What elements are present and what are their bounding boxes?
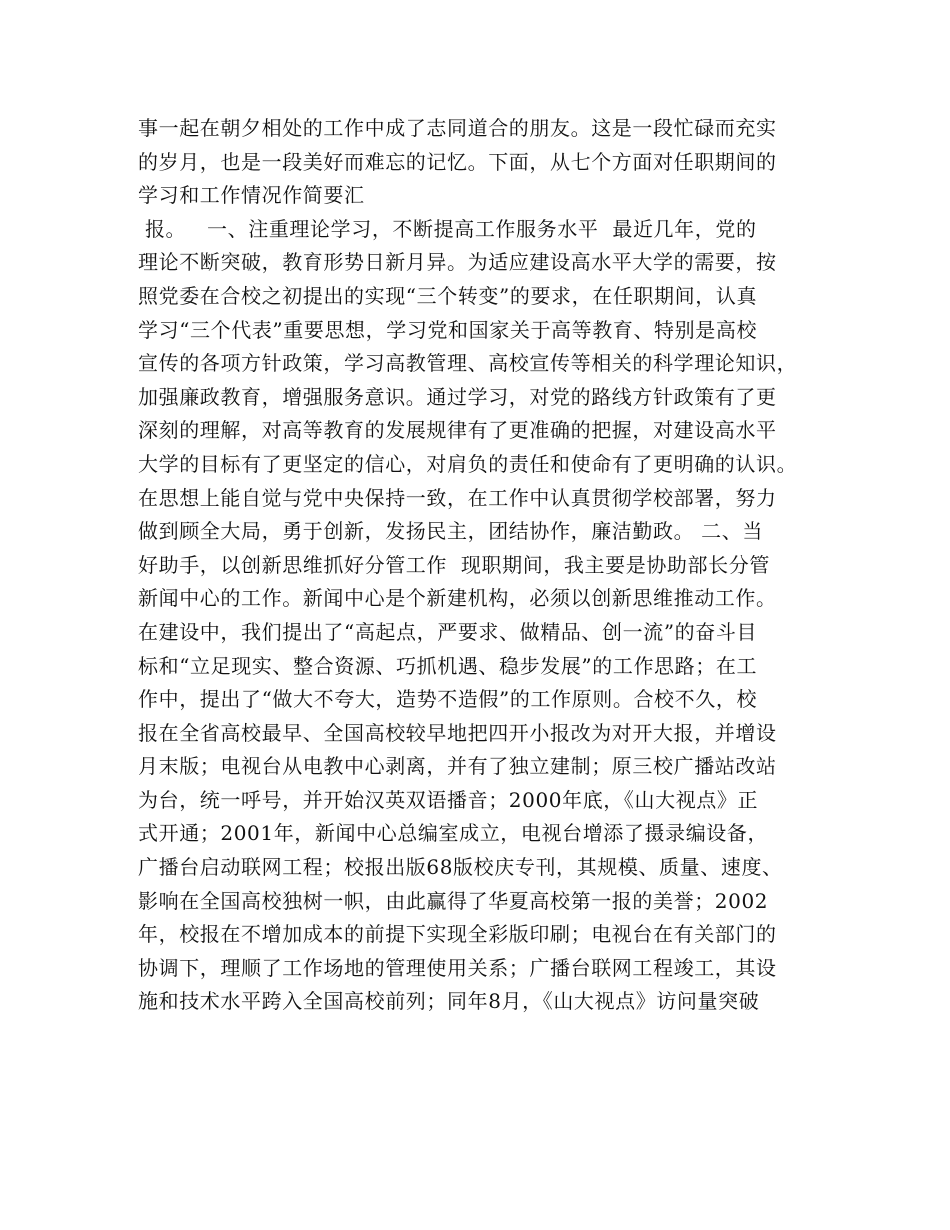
text-line: 月末版；电视台从电教中心剥离，并有了独立建制；原三校广播站改站 bbox=[138, 754, 777, 779]
text-line: 加强廉政教育，增强服务意识。通过学习，对党的路线方针政策有了更 bbox=[138, 384, 777, 409]
text-line: 的岁月，也是一段美好而难忘的记忆。下面，从七个方面对任职期间的 bbox=[138, 149, 777, 174]
text-line: 新闻中心的工作。新闻中心是个新建机构，必须以创新思维推动工作。 bbox=[138, 586, 777, 611]
text-line: 影响在全国高校独树一帜，由此赢得了华夏高校第一报的美誉；2002 bbox=[138, 888, 769, 913]
text-line: 好助手，以创新思维抓好分管工作 现职期间，我主要是协助部长分管 bbox=[138, 552, 770, 577]
text-line: 理论不断突破，教育形势日新月异。为适应建设高水平大学的需要，按 bbox=[138, 250, 777, 275]
text-line: 深刻的理解，对高等教育的发展规律有了更准确的把握，对建设高水平 bbox=[138, 418, 777, 443]
text-line: 施和技术水平跨入全国高校前列；同年8月，《山大视点》访问量突破 bbox=[138, 989, 760, 1014]
body-text bbox=[138, 112, 838, 1019]
text-line: 为台，统一呼号，并开始汉英双语播音；2000年底，《山大视点》正 bbox=[138, 787, 759, 812]
text-line: 做到顾全大局，勇于创新，发扬民主，团结协作，廉洁勤政。 二、当 bbox=[138, 519, 763, 544]
text-line: 大学的目标有了更坚定的信心，对肩负的责任和使命有了更明确的认识。 bbox=[138, 451, 798, 476]
text-line: 年，校报在不增加成本的前提下实现全彩版印刷；电视台在有关部门的 bbox=[138, 922, 777, 947]
text-line: 在建设中，我们提出了“高起点，严要求、做精品、创一流”的奋斗目 bbox=[138, 619, 758, 644]
text-line: 报。 一、注重理论学习，不断提高工作服务水平 最近几年，党的 bbox=[138, 216, 757, 241]
text-line: 事一起在朝夕相处的工作中成了志同道合的朋友。这是一段忙碌而充实 bbox=[138, 116, 777, 140]
text-line: 报在全省高校最早、全国高校较早地把四开小报改为对开大报，并增设 bbox=[138, 720, 777, 745]
text-line: 宣传的各项方针政策，学习高教管理、高校宣传等相关的科学理论知识， bbox=[138, 351, 798, 376]
text-line: 在思想上能自觉与党中央保持一致，在工作中认真贯彻学校部署，努力 bbox=[138, 485, 777, 510]
text-line: 学习和工作情况作简要汇 bbox=[138, 183, 365, 208]
text-line: 广播台启动联网工程；校报出版68版校庆专刊，其规模、质量、速度、 bbox=[138, 855, 783, 880]
text-line: 照党委在合校之初提出的实现“三个转变”的要求，在任职期间，认真 bbox=[138, 283, 758, 308]
text-line: 作中，提出了“做大不夸大，造势不造假”的工作原则。合校不久，校 bbox=[138, 687, 758, 712]
text-line: 标和“立足现实、整合资源、巧抓机遇、稳步发展”的工作思路；在工 bbox=[138, 653, 758, 678]
text-line: 协调下，理顺了工作场地的管理使用关系；广播台联网工程竣工，其设 bbox=[138, 955, 777, 980]
text-line: 式开通；2001年，新闻中心总编室成立，电视台增添了摄录编设备， bbox=[138, 821, 769, 846]
text-line: 学习“三个代表”重要思想，学习党和国家关于高等教育、特别是高校 bbox=[138, 317, 758, 342]
